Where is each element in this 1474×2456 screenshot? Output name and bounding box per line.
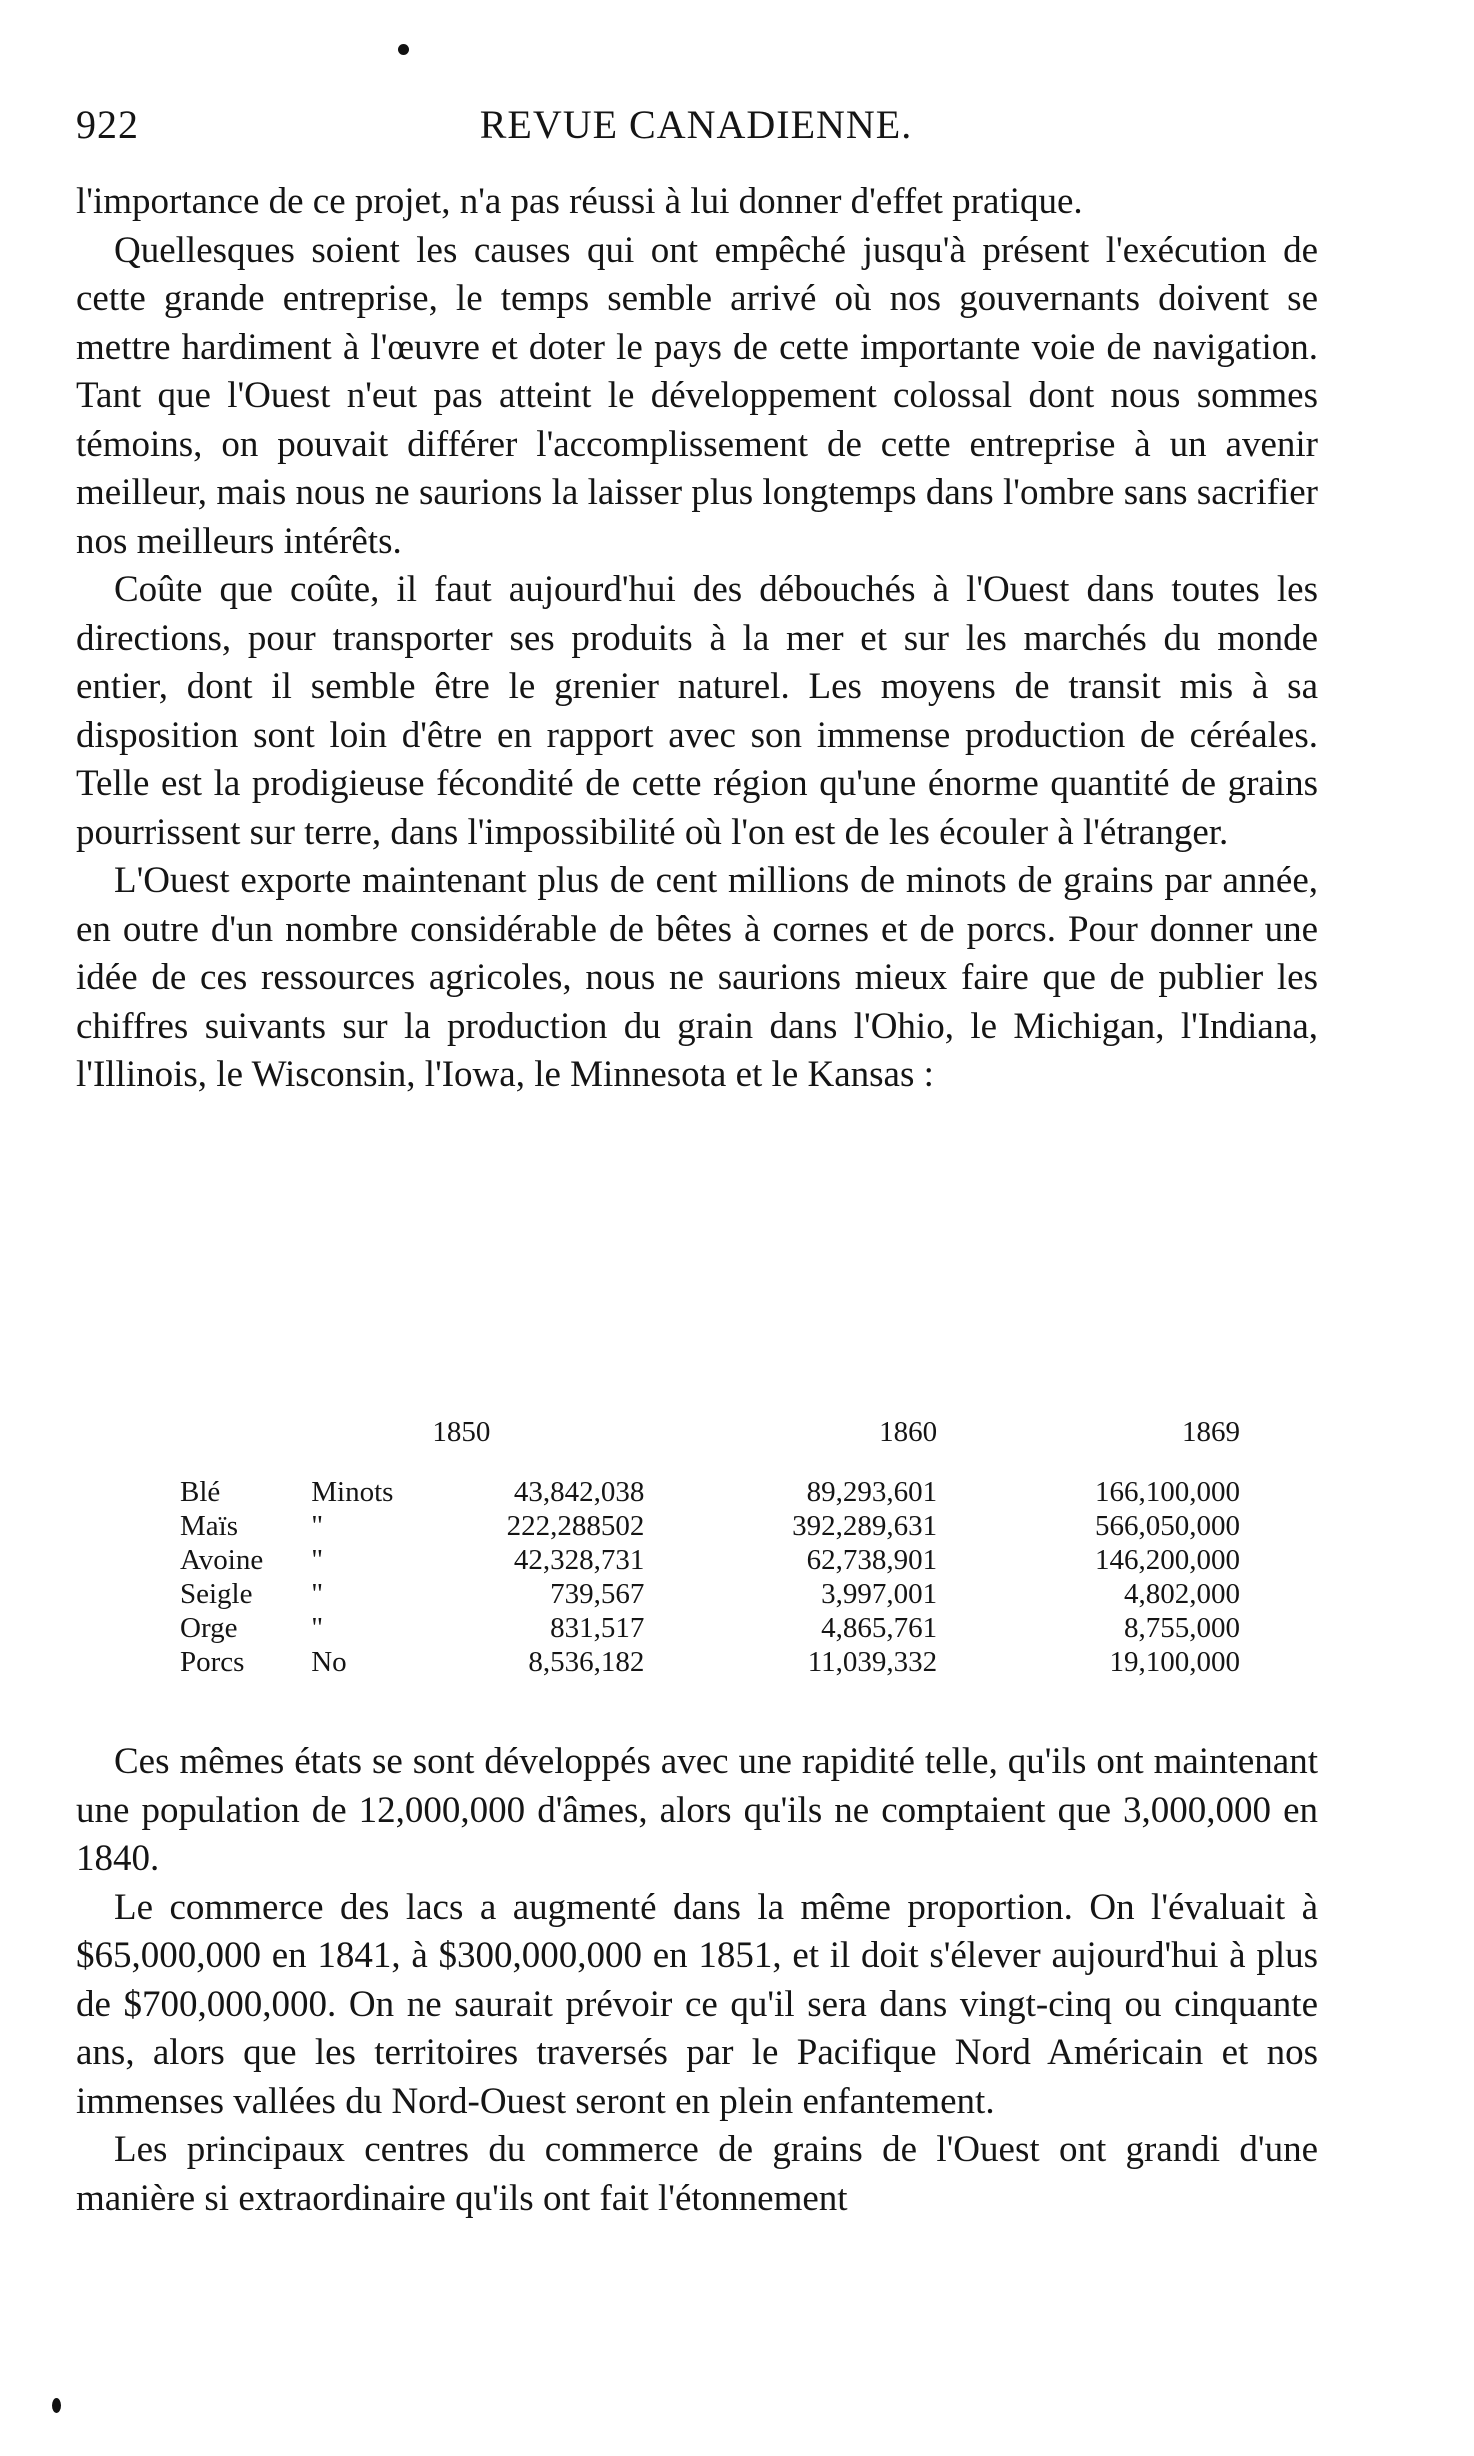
- table-row: [180, 1509, 1240, 1543]
- value-cell: 8,755,000: [1124, 1612, 1240, 1644]
- value-cell: 3,997,001: [821, 1578, 938, 1610]
- table-corner: [311, 1415, 432, 1475]
- product-cell: Blé: [180, 1476, 221, 1508]
- paragraph: Les principaux centres du commerce de grains de l'Ouest ont grandi d'une manière si extraordinaire qu'ils ont fait l'étonnement: [76, 2129, 1318, 2219]
- ink-speck: [398, 44, 409, 55]
- product-cell: Seigle: [180, 1578, 253, 1610]
- value-cell: 4,802,000: [1124, 1578, 1240, 1610]
- table-corner: [180, 1415, 311, 1475]
- unit-cell: No: [311, 1646, 347, 1678]
- unit-cell: ": [311, 1544, 324, 1576]
- body-text-top: [76, 178, 1318, 1100]
- table-row: [180, 1645, 1240, 1679]
- year-header: 1850: [432, 1416, 491, 1448]
- page-number: 922: [76, 102, 139, 147]
- value-cell: 166,100,000: [1095, 1476, 1240, 1508]
- paragraph: Le commerce des lacs a augmenté dans la même proportion. On l'évaluait à $65,000,000 en 1841, à $300,000,000 en 1851, et il doit s'élever aujourd'hui à plus de $700,000,000. On ne saurait prévoir ce qu'il sera dans vingt-cinq ou cinquante ans, alors que les territoires traversés par le Pacifique Nord Américain et nos immenses vallées du Nord-Ouest seront en plein enfantement.: [76, 1886, 1318, 2122]
- product-cell: Orge: [180, 1612, 238, 1644]
- value-cell: 4,865,761: [821, 1612, 938, 1644]
- product-cell: Porcs: [180, 1646, 245, 1678]
- value-cell: 43,842,038: [513, 1476, 645, 1508]
- unit-cell: Minots: [311, 1476, 394, 1508]
- paragraph: Coûte que coûte, il faut aujourd'hui des débouchés à l'Ouest dans toutes les directions, pour transporter ses produits à la mer et sur les marchés du monde entier, dont il semble être le grenier naturel. Les moyens de transit mis à sa disposition sont loin d'être en rapport avec son immense production de céréales. Telle est la prodigieuse fécondité de cette région qu'une énorme quantité de grains pourrissent sur terre, dans l'impossibilité où l'on est de les écouler à l'étranger.: [76, 569, 1318, 853]
- value-cell: 222,288502: [506, 1510, 645, 1542]
- product-cell: Avoine: [180, 1544, 264, 1576]
- unit-cell: ": [311, 1510, 324, 1542]
- table-row: [180, 1475, 1240, 1509]
- body-text-bottom: [76, 1738, 1318, 2223]
- ink-speck: [52, 2398, 61, 2413]
- value-cell: 89,293,601: [806, 1476, 938, 1508]
- table-row: [180, 1577, 1240, 1611]
- table-header-row: [180, 1415, 1240, 1475]
- value-cell: 11,039,332: [807, 1646, 938, 1678]
- value-cell: 19,100,000: [1109, 1646, 1240, 1678]
- table-row: [180, 1543, 1240, 1577]
- paragraph: l'importance de ce projet, n'a pas réussi à lui donner d'effet pratique.: [76, 181, 1083, 222]
- paragraph: L'Ouest exporte maintenant plus de cent millions de minots de grains par année, en outre d'un nombre considérable de bêtes à cornes et de porcs. Pour donner une idée de ces ressources agricoles, nous ne saurions mieux faire que de publier les chiffres suivants sur la production du grain dans l'Ohio, le Michigan, l'Indiana, l'Illinois, le Wisconsin, l'Iowa, le Minnesota et le Kansas :: [76, 860, 1318, 1095]
- year-header: 1860: [879, 1416, 938, 1448]
- running-title: REVUE CANADIENNE.: [479, 102, 913, 147]
- year-header: 1869: [1182, 1416, 1240, 1448]
- value-cell: 146,200,000: [1095, 1544, 1240, 1576]
- value-cell: 831,517: [550, 1612, 645, 1644]
- value-cell: 566,050,000: [1095, 1510, 1240, 1542]
- value-cell: 8,536,182: [528, 1646, 645, 1678]
- grain-production-table: [180, 1415, 1240, 1679]
- unit-cell: ": [311, 1578, 324, 1610]
- value-cell: 739,567: [550, 1578, 645, 1610]
- value-cell: 42,328,731: [513, 1544, 645, 1576]
- page-header: [76, 100, 1316, 150]
- unit-cell: ": [311, 1612, 324, 1644]
- table-row: [180, 1611, 1240, 1645]
- paragraph: Quellesques soient les causes qui ont empêché jusqu'à présent l'exécution de cette grande entreprise, le temps semble arrivé où nos gouvernants doivent se mettre hardiment à l'œuvre et doter le pays de cette importante voie de navigation. Tant que l'Ouest n'eut pas atteint le développement colossal dont nous sommes témoins, on pouvait différer l'accomplissement de cette entreprise à un avenir meilleur, mais nous ne saurions la laisser plus longtemps dans l'ombre sans sacrifier nos meilleurs intérêts.: [76, 229, 1318, 562]
- paragraph: Ces mêmes états se sont développés avec une rapidité telle, qu'ils ont maintenant une population de 12,000,000 d'âmes, alors qu'ils ne comptaient que 3,000,000 en 1840.: [76, 1741, 1318, 1879]
- product-cell: Maïs: [180, 1510, 238, 1542]
- value-cell: 392,289,631: [792, 1510, 938, 1542]
- value-cell: 62,738,901: [806, 1544, 938, 1576]
